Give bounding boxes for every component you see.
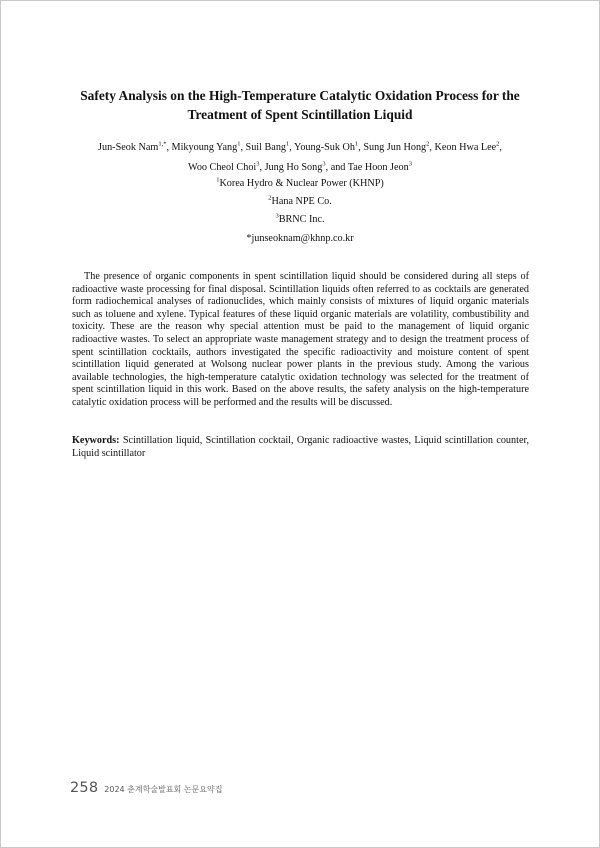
keywords-text: Scintillation liquid, Scintillation cocktail, Organic radioactive wastes, Liquid scintillation counter, Liquid scintillator xyxy=(72,435,529,459)
author-name: Mikyoung Yang xyxy=(171,142,238,153)
author-line-2: Woo Cheol Choi$^3$, Jung Ho Song$^3$, and Tae Hoon Jeon$^3$ xyxy=(188,160,412,173)
author-affil-mark: 2 xyxy=(426,140,430,148)
paper-title: Safety Analysis on the High-Temperature Catalytic Oxidation Process for the Treatment of Spent Scintillation Liquid xyxy=(80,88,520,122)
affiliation-text: Hana NPE Co. xyxy=(271,196,332,207)
author-line-1: Jun-Seok Nam$^{1,*}$, Mikyoung Yang$^1$, Suil Bang$^1$, Young-Suk Oh$^1$, Sung Jun Hong$^2$, Keon Hwa Lee$^2$, xyxy=(98,140,502,153)
author-name: Young-Suk Oh xyxy=(294,142,355,153)
author-name: Suil Bang xyxy=(245,142,287,153)
corresponding-email: *junseoknam@khnp.co.kr xyxy=(246,233,354,244)
author-name: Keon Hwa Lee xyxy=(434,142,497,153)
keywords-label: Keywords: xyxy=(72,435,120,446)
author-affil-mark: 3 xyxy=(256,160,260,168)
affiliation-mark: 2 xyxy=(268,194,272,202)
affiliation-text: BRNC Inc. xyxy=(278,214,325,225)
author-affil-mark: 1 xyxy=(237,140,241,148)
affiliation-text: Korea Hydro & Nuclear Power (KHNP) xyxy=(219,178,384,189)
author-affil-mark: 3 xyxy=(322,160,326,168)
author-name: Sung Jun Hong xyxy=(363,142,427,153)
author-affil-mark: 3 xyxy=(408,160,412,168)
affiliation-mark: 3 xyxy=(275,212,279,220)
author-list xyxy=(40,138,560,178)
author-affil-mark: 1 xyxy=(286,140,290,148)
keywords-section xyxy=(72,435,529,460)
affiliation-2 xyxy=(100,195,500,209)
author-name: Woo Cheol Choi xyxy=(188,162,257,173)
affiliation-mark: 1 xyxy=(216,176,220,184)
proceedings-title: 2024 춘계학술발표회 논문요약집 xyxy=(104,785,223,794)
affiliation-3 xyxy=(100,213,500,227)
author-affil-mark: 2 xyxy=(496,140,500,148)
abstract-body: The presence of organic components in spent scintillation liquid should be considered during all steps of radioactive waste processing for final disposal. Scintillation liquids often referred to as cocktails are generated form radiochemical analyses of radionuclides, which mainly consists of mixtures of liquid organic materials such as toluene and xylene. Typical features of these liquid organic materials are volatility, combustibility and toxicity. These are the reason why special attention must be paid to the management of liquid organic radioactive wastes. To select an appropriate waste management strategy and to design the treatment process of spent scintillation cocktails, authors investigated the specific radioactivity and moisture content of spent scintillation liquid generated at Wolsong nuclear power plants in the previous study. Among the various available technologies, the high-temperature catalytic oxidation technology was selected for the treatment of spent scintillation liquid in this work. Based on the above results, the safety analysis on the high-temperature catalytic oxidation process will be performed and the results will be discussed. xyxy=(72,271,529,408)
author-name: and Tae Hoon Jeon xyxy=(330,162,409,173)
author-affil-mark: 1 xyxy=(354,140,359,148)
author-affil-mark: 1,* xyxy=(158,140,167,148)
affiliation-1 xyxy=(100,177,500,191)
page-footer xyxy=(70,777,222,796)
author-name: Jun-Seok Nam xyxy=(98,142,159,153)
author-name: Jung Ho Song xyxy=(264,162,323,173)
page-number: 258 xyxy=(70,780,99,796)
